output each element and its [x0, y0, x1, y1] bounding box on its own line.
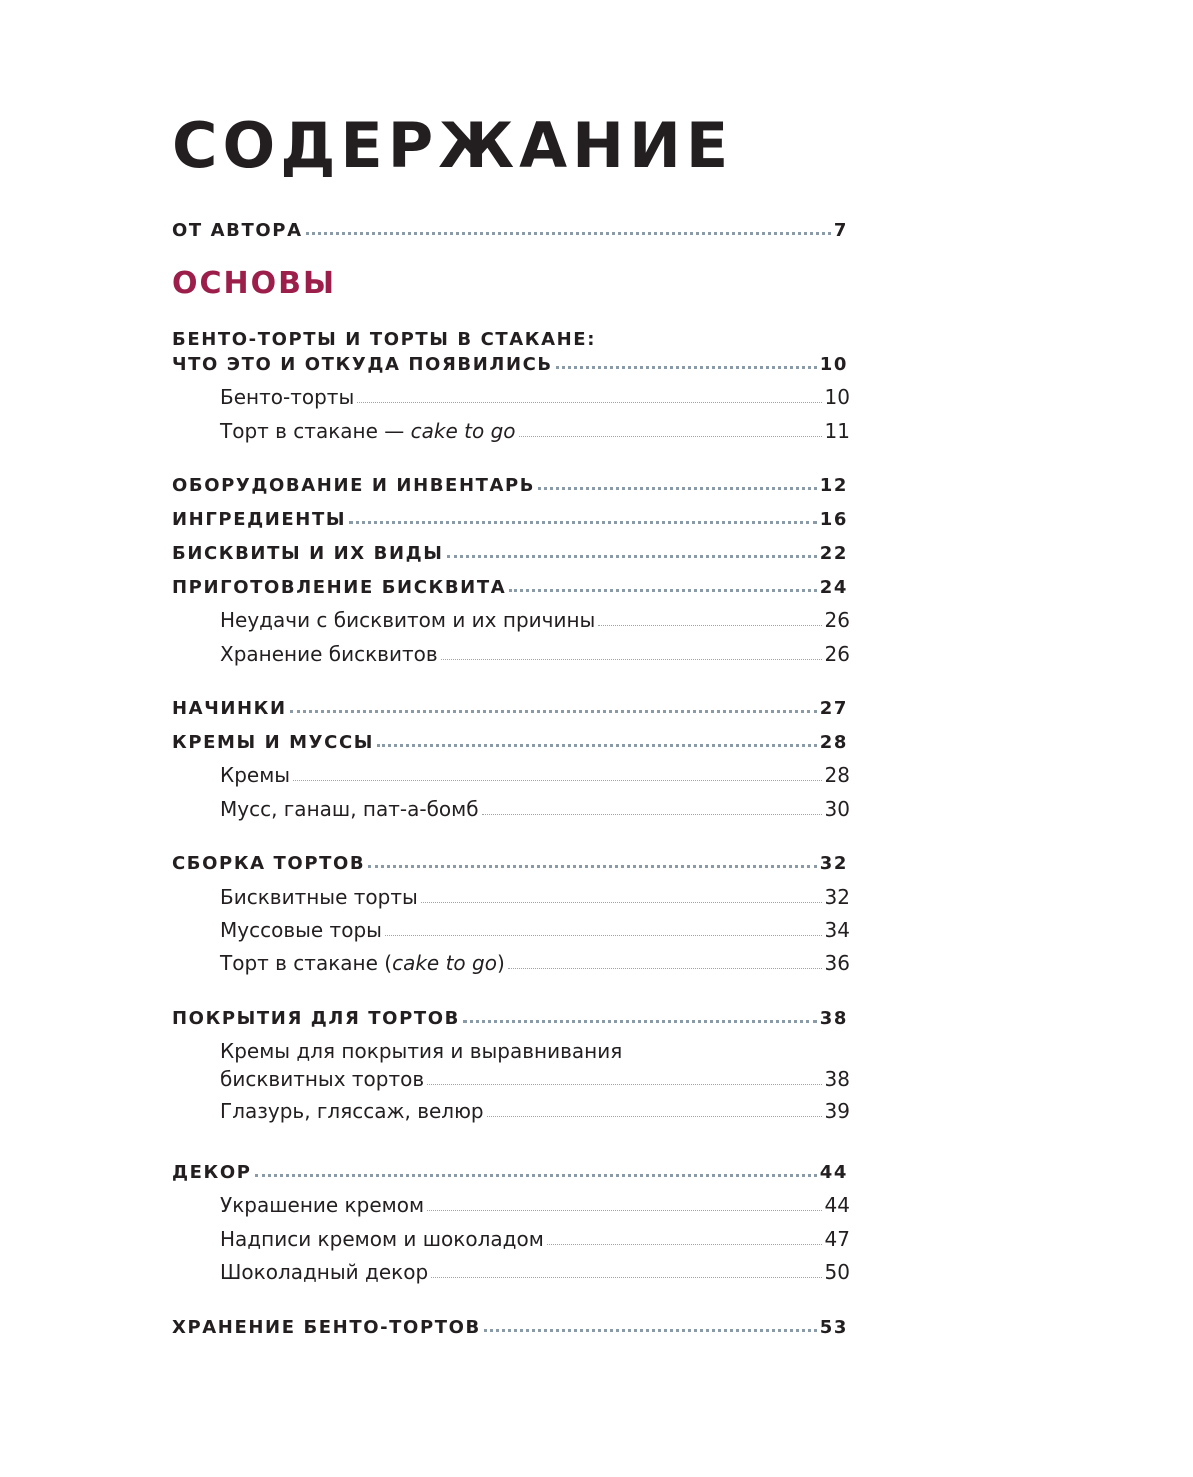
section-heading: ОСНОВЫ	[172, 266, 337, 301]
toc-entry[interactable]	[172, 1008, 848, 1029]
toc-entry[interactable]	[172, 1162, 848, 1183]
toc-entry-page: 24	[819, 577, 848, 598]
dot-leader	[538, 486, 817, 490]
toc-entry-page: 16	[819, 509, 848, 530]
toc-entry-label: ПОКРЫТИЯ ДЛЯ ТОРТОВ	[172, 1008, 460, 1029]
toc-entry-label-line1: Кремы для покрытия и выравнивания	[220, 1039, 623, 1063]
dot-leader	[547, 1243, 822, 1245]
toc-entry-page: 36	[824, 951, 850, 975]
toc-subentry[interactable]	[220, 797, 850, 821]
dot-leader	[482, 813, 822, 815]
toc-subentry[interactable]	[220, 642, 850, 666]
dot-leader	[357, 401, 821, 403]
toc-entry[interactable]	[172, 220, 848, 241]
page-title: СОДЕРЖАНИЕ	[172, 109, 734, 182]
dot-leader	[598, 624, 821, 626]
toc-entry-label: Неудачи с бисквитом и их причины	[220, 608, 596, 632]
toc-entry-page: 27	[819, 698, 848, 719]
toc-subentry[interactable]	[220, 1193, 850, 1217]
toc-subentry[interactable]	[220, 608, 850, 632]
dot-leader	[255, 1173, 817, 1177]
toc-entry-label: Торт в стакане — cake to go	[220, 419, 516, 443]
dot-leader	[508, 967, 822, 969]
toc-subentry[interactable]	[220, 1099, 850, 1123]
dot-leader	[509, 588, 817, 592]
toc-entry[interactable]	[172, 698, 848, 719]
toc-entry-page: 34	[824, 918, 850, 942]
toc-entry-page: 26	[824, 608, 850, 632]
dot-leader	[368, 864, 817, 868]
toc-entry-page: 32	[819, 853, 848, 874]
dot-leader	[349, 520, 817, 524]
toc-entry-page: 53	[819, 1317, 848, 1338]
toc-subentry[interactable]	[220, 1227, 850, 1251]
toc-entry-label: Торт в стакане (cake to go)	[220, 951, 505, 975]
toc-entry-label-italic: cake to go	[410, 419, 516, 443]
toc-subentry[interactable]	[220, 763, 850, 787]
dot-leader	[447, 554, 817, 558]
toc-entry-page: 47	[824, 1227, 850, 1251]
toc-entry-page: 22	[819, 543, 848, 564]
dot-leader	[427, 1209, 821, 1211]
toc-subentry[interactable]	[220, 918, 850, 942]
toc-entry-label: Бисквитные торты	[220, 885, 418, 909]
toc-entry-page: 44	[819, 1162, 848, 1183]
toc-entry-label: Хранение бисквитов	[220, 642, 438, 666]
toc-entry-label: ДЕКОР	[172, 1162, 252, 1183]
dot-leader	[427, 1083, 821, 1085]
toc-entry-label: Бенто-торты	[220, 385, 355, 409]
toc-subentry[interactable]	[220, 885, 850, 909]
toc-entry-page: 12	[819, 475, 848, 496]
toc-entry-label: ЧТО ЭТО И ОТКУДА ПОЯВИЛИСЬ	[172, 354, 553, 375]
dot-leader	[377, 743, 817, 747]
toc-entry-page: 10	[819, 354, 848, 375]
toc-entry-page: 50	[824, 1260, 850, 1284]
toc-entry-label-line1: БЕНТО-ТОРТЫ И ТОРТЫ В СТАКАНЕ:	[172, 329, 597, 350]
toc-entry-page: 28	[824, 763, 850, 787]
toc-entry-label: ИНГРЕДИЕНТЫ	[172, 509, 347, 530]
toc-entry[interactable]	[172, 853, 848, 874]
toc-entry-label: БИСКВИТЫ И ИХ ВИДЫ	[172, 543, 444, 564]
dot-leader	[484, 1328, 817, 1332]
toc-entry-label: КРЕМЫ И МУССЫ	[172, 732, 375, 753]
dot-leader	[306, 231, 831, 235]
toc-subentry[interactable]	[220, 1067, 850, 1091]
toc-entry-page: 44	[824, 1193, 850, 1217]
toc-subentry[interactable]	[220, 385, 850, 409]
toc-entry[interactable]	[172, 475, 848, 496]
toc-entry-page: 32	[824, 885, 850, 909]
toc-entry-label: Мусс, ганаш, пат-а-бомб	[220, 797, 479, 821]
toc-entry-label: бисквитных тортов	[220, 1067, 425, 1091]
toc-entry-label: Надписи кремом и шоколадом	[220, 1227, 544, 1251]
toc-entry-label: Кремы	[220, 763, 291, 787]
toc-entry-label: НАЧИНКИ	[172, 698, 287, 719]
toc-entry[interactable]	[172, 732, 848, 753]
dot-leader	[290, 709, 817, 713]
toc-entry[interactable]	[172, 509, 848, 530]
toc-entry-label: ОТ АВТОРА	[172, 220, 303, 241]
toc-entry-label: Шоколадный декор	[220, 1260, 429, 1284]
toc-entry-page: 30	[824, 797, 850, 821]
toc-entry-label: Украшение кремом	[220, 1193, 425, 1217]
toc-entry-page: 10	[824, 385, 850, 409]
toc-entry-label: Муссовые торы	[220, 918, 382, 942]
dot-leader	[519, 435, 822, 437]
dot-leader	[385, 934, 822, 936]
toc-entry-label: ОБОРУДОВАНИЕ И ИНВЕНТАРЬ	[172, 475, 536, 496]
toc-entry-label: СБОРКА ТОРТОВ	[172, 853, 366, 874]
toc-entry[interactable]	[172, 543, 848, 564]
toc-entry-page: 39	[824, 1099, 850, 1123]
toc-subentry[interactable]	[220, 951, 850, 975]
dot-leader	[293, 779, 821, 781]
dot-leader	[556, 365, 817, 369]
dot-leader	[421, 901, 822, 903]
toc-entry[interactable]	[172, 1317, 848, 1338]
toc-entry-page: 28	[819, 732, 848, 753]
toc-subentry[interactable]	[220, 1260, 850, 1284]
dot-leader	[431, 1276, 821, 1278]
dot-leader	[463, 1019, 817, 1023]
toc-entry-label: ХРАНЕНИЕ БЕНТО-ТОРТОВ	[172, 1317, 481, 1338]
toc-entry-page: 38	[824, 1067, 850, 1091]
toc-entry[interactable]	[172, 577, 848, 598]
toc-entry[interactable]	[172, 354, 848, 375]
toc-entry-label: ПРИГОТОВЛЕНИЕ БИСКВИТА	[172, 577, 507, 598]
toc-entry-page: 11	[824, 419, 850, 443]
dot-leader	[441, 658, 822, 660]
dot-leader	[487, 1115, 822, 1117]
toc-entry-label: Глазурь, гляссаж, велюр	[220, 1099, 484, 1123]
toc-entry-page: 38	[819, 1008, 848, 1029]
toc-entry-page: 7	[833, 220, 848, 241]
toc-entry-label-italic: cake to go	[392, 951, 497, 975]
toc-entry-page: 26	[824, 642, 850, 666]
toc-subentry[interactable]	[220, 419, 850, 443]
